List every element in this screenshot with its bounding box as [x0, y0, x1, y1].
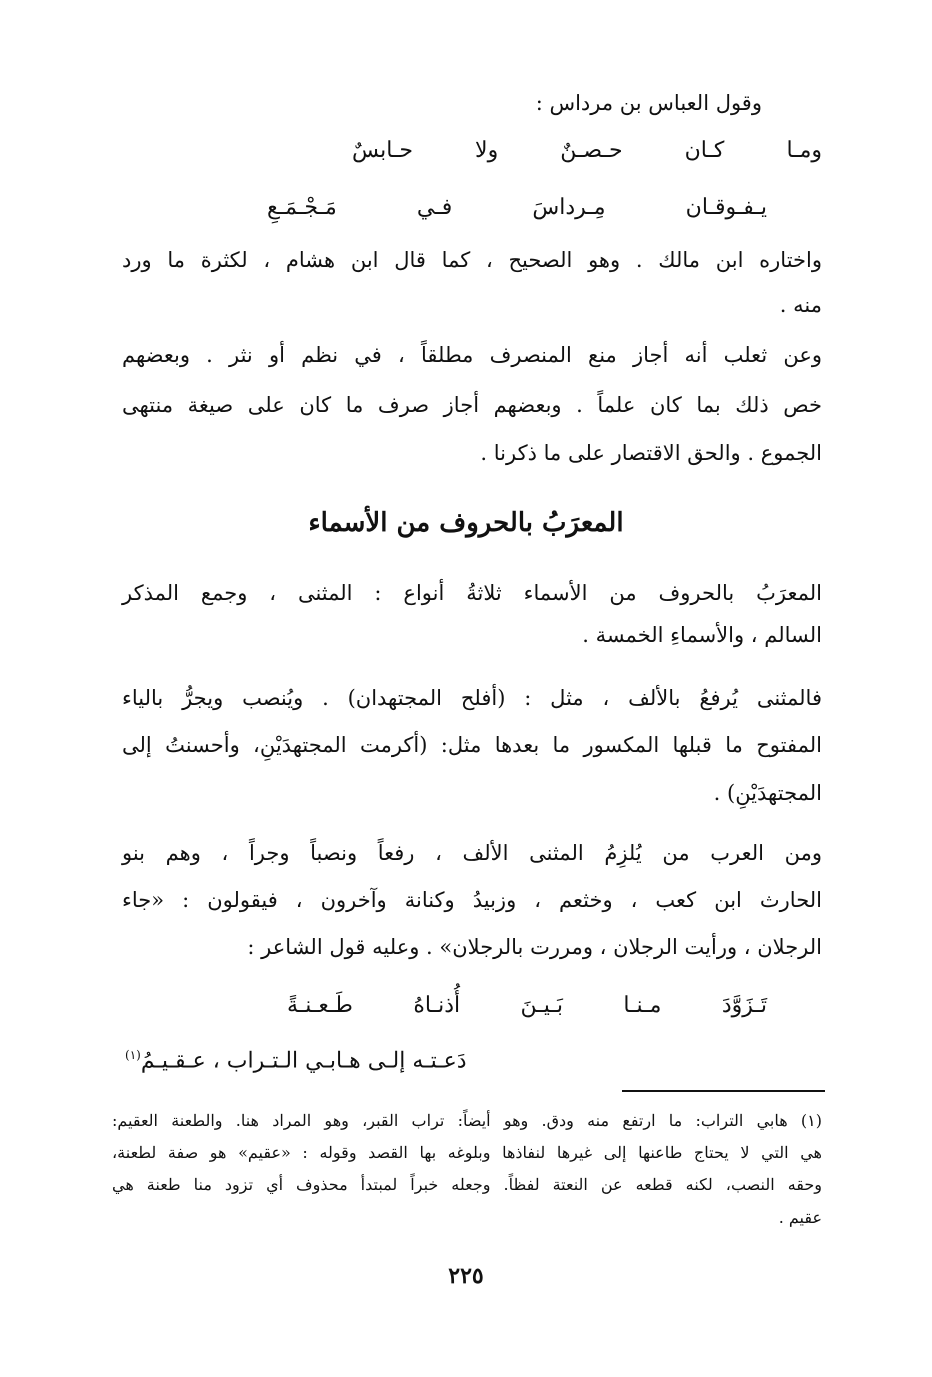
footnote-divider [622, 1090, 825, 1092]
verse-1-first-hemistich [352, 135, 822, 167]
footnote-line: عقيم . [778, 1208, 822, 1227]
paragraph-line: الرجلان ، ورأيت الرجلان ، ومررت بالرجلان» . وعليه قول الشاعر : [247, 935, 822, 959]
paragraph-line: ومن العرب من يُلزِمُ المثنى الألف ، رفعاً ونصباً وجراً ، وهم بنو [122, 841, 822, 865]
footnote-line: هي التي لا يحتاج طاعنها إلى غيرها لنفاذها وبلوغه بها القصد وقوله : «عقيم» هو صفة لطعنة، [112, 1143, 822, 1162]
paragraph-line: الحارث ابن كعب ، وخثعم ، وزبيدُ وكنانة وآخرون ، فيقولون : «جاء [122, 888, 822, 912]
paragraph-line: المجتهدَيْنِ) . [713, 781, 822, 805]
verse-text: دَعـتـه إلـى هـابـي الـتـراب ، عـقـيـمُ [140, 1048, 467, 1074]
paragraph-line: وعن ثعلب أنه أجاز منع المنصرف مطلقاً ، في نظم أو نثر . وبعضهم [122, 343, 822, 367]
verse-word: طَـعـنـةً [287, 993, 353, 1018]
paragraph-line: واختاره ابن مالك . وهو الصحيح ، كما قال ابن هشام ، لكثرة ما ورد [122, 248, 822, 272]
verse-word: تَـزَوَّدَ [721, 993, 767, 1018]
verse-word: فـي [416, 195, 453, 220]
verse-1-second-hemistich [267, 192, 767, 224]
paragraph-line: السالم ، والأسماءِ الخمسة . [582, 623, 822, 647]
verse-word: حـابسٌ [352, 138, 413, 163]
footnote-marker: (١) [125, 1048, 141, 1062]
footnote-line: (١) هابي التراب: ما ارتفع منه ودق. وهو أيضاً: تراب القبر، وهو المراد هنا. والطعنة العقيم: [112, 1111, 822, 1130]
paragraph-line: الجموع . والحق الاقتصار على ما ذكرنا . [480, 441, 822, 465]
paragraph-line: المفتوح ما قبلها المكسور ما بعدها مثل: (أكرمت المجتهدَيْنِ، وأحسنتُ إلى [122, 733, 822, 757]
verse-word: حـصـنٌ [560, 138, 623, 163]
verse-word: يـفـوقـان [685, 195, 767, 220]
verse-word: بَـيـنَ [520, 993, 563, 1018]
verse-word: ولا [475, 138, 499, 163]
verse-word: مـنـا [623, 993, 662, 1018]
footnote-line: وحقه النصب، لكنه قطعه عن النعتة لفظاً. وجعله خبراً لمبتدأ محذوف أي تزود منا طعنة هي [112, 1175, 822, 1194]
paragraph-line: فالمثنى يُرفعُ بالألف ، مثل : (أفلح المجتهدان) . ويُنصب ويجرُّ بالياء [122, 686, 822, 710]
verse-word: مَـجْـمَـعِ [267, 195, 337, 220]
intro-line: وقول العباس بن مرداس : [535, 91, 762, 115]
verse-word: مِـرداسَ [532, 195, 606, 220]
section-heading: المعرَبُ بالحروف من الأسماء [308, 508, 624, 538]
verse-2-second-hemistich [125, 1040, 467, 1076]
paragraph-line: المعرَبُ بالحروف من الأسماء ثلاثةُ أنواع : المثنى ، وجمع المذكر [122, 581, 822, 605]
verse-2-first-hemistich [287, 990, 767, 1022]
verse-word: أُذنـاهُ [413, 993, 461, 1018]
page-number: ٢٢٥ [448, 1263, 484, 1289]
paragraph-line: خص ذلك بما كان علماً . وبعضهم أجاز صرف ما كان على صيغة منتهى [122, 393, 822, 417]
verse-word: ومـا [786, 138, 822, 163]
verse-word: كـان [684, 138, 725, 163]
paragraph-line: منه . [779, 293, 822, 317]
